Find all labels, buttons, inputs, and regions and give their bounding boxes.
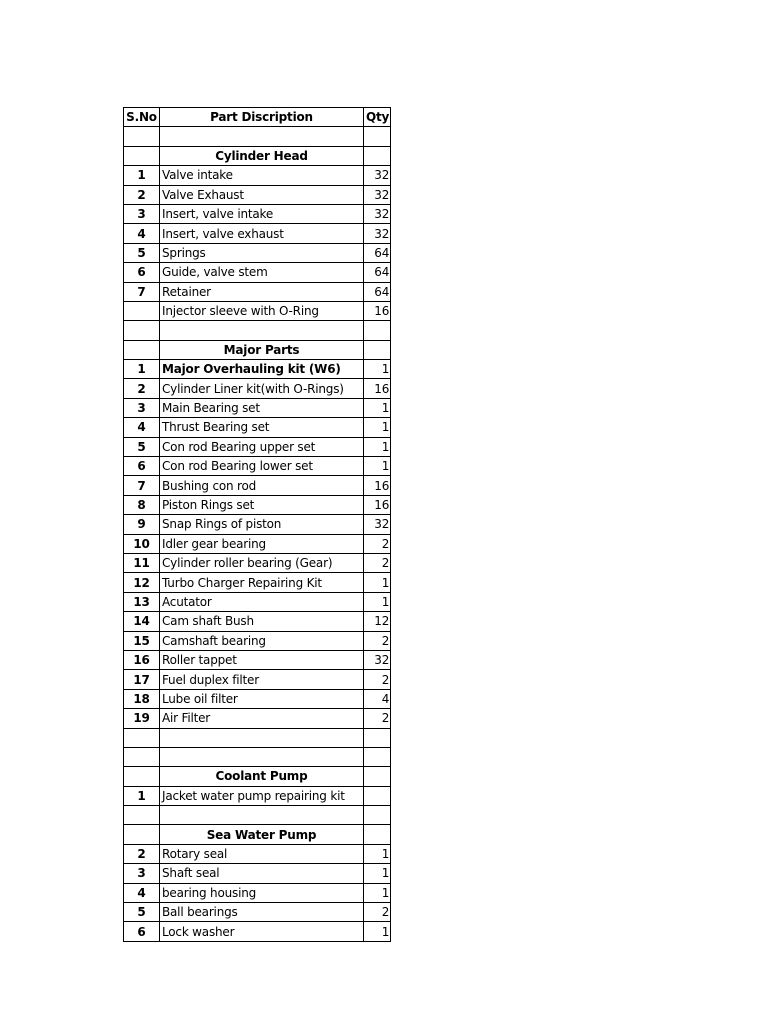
sno-cell: 6	[124, 263, 160, 282]
description-cell: Turbo Charger Repairing Kit	[160, 573, 364, 592]
sno-cell	[124, 747, 160, 766]
parts-table-body	[124, 108, 391, 942]
table-row	[124, 282, 391, 301]
sno-cell: 5	[124, 903, 160, 922]
header-sno: S.No	[124, 108, 160, 127]
qty-cell: 16	[364, 301, 391, 320]
description-cell: bearing housing	[160, 883, 364, 902]
parts-table	[123, 107, 391, 942]
qty-cell: 2	[364, 903, 391, 922]
qty-cell: 32	[364, 166, 391, 185]
section-title: Cylinder Head	[160, 146, 364, 165]
description-cell: Acutator	[160, 592, 364, 611]
description-cell: Lock washer	[160, 922, 364, 941]
table-row	[124, 903, 391, 922]
table-row	[124, 379, 391, 398]
qty-cell: 1	[364, 844, 391, 863]
table-row	[124, 650, 391, 669]
sno-cell: 6	[124, 457, 160, 476]
qty-cell: 32	[364, 650, 391, 669]
qty-cell: 1	[364, 418, 391, 437]
qty-cell	[364, 825, 391, 844]
description-cell: Shaft seal	[160, 864, 364, 883]
sno-cell: 2	[124, 185, 160, 204]
description-cell: Piston Rings set	[160, 495, 364, 514]
qty-cell: 1	[364, 573, 391, 592]
description-cell: Insert, valve intake	[160, 204, 364, 223]
table-row	[124, 204, 391, 223]
sno-cell: 17	[124, 670, 160, 689]
table-row	[124, 670, 391, 689]
sno-cell	[124, 340, 160, 359]
table-row	[124, 689, 391, 708]
description-cell: Thrust Bearing set	[160, 418, 364, 437]
sno-cell: 7	[124, 476, 160, 495]
sno-cell: 5	[124, 437, 160, 456]
sno-cell	[124, 767, 160, 786]
qty-cell	[364, 340, 391, 359]
blank-row	[124, 127, 391, 146]
table-row	[124, 515, 391, 534]
table-row	[124, 534, 391, 553]
table-row	[124, 709, 391, 728]
table-row	[124, 243, 391, 262]
table-row	[124, 263, 391, 282]
qty-cell	[364, 786, 391, 805]
qty-cell: 1	[364, 864, 391, 883]
qty-cell	[364, 321, 391, 340]
qty-cell: 32	[364, 224, 391, 243]
sno-cell: 15	[124, 631, 160, 650]
qty-cell: 1	[364, 922, 391, 941]
qty-cell: 32	[364, 185, 391, 204]
description-cell: Air Filter	[160, 709, 364, 728]
section-header-row	[124, 146, 391, 165]
sno-cell: 18	[124, 689, 160, 708]
qty-cell: 12	[364, 612, 391, 631]
table-row	[124, 883, 391, 902]
qty-cell	[364, 767, 391, 786]
qty-cell	[364, 146, 391, 165]
description-cell: Retainer	[160, 282, 364, 301]
description-cell	[160, 728, 364, 747]
section-header-row	[124, 340, 391, 359]
description-cell: Cam shaft Bush	[160, 612, 364, 631]
description-cell	[160, 747, 364, 766]
sno-cell: 3	[124, 864, 160, 883]
sno-cell: 1	[124, 786, 160, 805]
description-cell: Valve Exhaust	[160, 185, 364, 204]
sno-cell: 10	[124, 534, 160, 553]
description-cell: Valve intake	[160, 166, 364, 185]
description-cell: Roller tappet	[160, 650, 364, 669]
qty-cell: 2	[364, 670, 391, 689]
description-cell	[160, 127, 364, 146]
table-row	[124, 398, 391, 417]
qty-cell: 1	[364, 398, 391, 417]
sno-cell: 16	[124, 650, 160, 669]
sno-cell: 3	[124, 204, 160, 223]
description-cell: Con rod Bearing lower set	[160, 457, 364, 476]
qty-cell: 16	[364, 476, 391, 495]
sno-cell: 1	[124, 166, 160, 185]
description-cell: Fuel duplex filter	[160, 670, 364, 689]
table-row	[124, 553, 391, 572]
description-cell: Injector sleeve with O-Ring	[160, 301, 364, 320]
sno-cell: 19	[124, 709, 160, 728]
qty-cell: 2	[364, 709, 391, 728]
sno-cell: 7	[124, 282, 160, 301]
description-cell: Springs	[160, 243, 364, 262]
table-row	[124, 437, 391, 456]
table-row	[124, 457, 391, 476]
sno-cell	[124, 301, 160, 320]
description-cell: Snap Rings of piston	[160, 515, 364, 534]
sno-cell: 2	[124, 379, 160, 398]
table-row	[124, 786, 391, 805]
qty-cell: 1	[364, 457, 391, 476]
qty-cell: 1	[364, 437, 391, 456]
table-row	[124, 301, 391, 320]
section-header-row	[124, 767, 391, 786]
table-row	[124, 224, 391, 243]
table-row	[124, 922, 391, 941]
description-cell	[160, 321, 364, 340]
section-header-row	[124, 825, 391, 844]
sno-cell	[124, 146, 160, 165]
qty-cell: 4	[364, 689, 391, 708]
qty-cell: 64	[364, 243, 391, 262]
sno-cell: 8	[124, 495, 160, 514]
sno-cell	[124, 825, 160, 844]
table-row	[124, 495, 391, 514]
header-qty: Qty	[364, 108, 391, 127]
sno-cell: 5	[124, 243, 160, 262]
qty-cell: 2	[364, 553, 391, 572]
table-row	[124, 166, 391, 185]
table-row	[124, 631, 391, 650]
description-cell	[160, 806, 364, 825]
table-row	[124, 476, 391, 495]
sno-cell: 11	[124, 553, 160, 572]
description-cell: Bushing con rod	[160, 476, 364, 495]
blank-row	[124, 728, 391, 747]
qty-cell	[364, 747, 391, 766]
description-cell: Rotary seal	[160, 844, 364, 863]
description-cell: Ball bearings	[160, 903, 364, 922]
qty-cell: 1	[364, 592, 391, 611]
qty-cell: 64	[364, 282, 391, 301]
description-cell: Insert, valve exhaust	[160, 224, 364, 243]
table-row	[124, 844, 391, 863]
description-cell: Jacket water pump repairing kit	[160, 786, 364, 805]
table-row	[124, 360, 391, 379]
sno-cell: 4	[124, 224, 160, 243]
description-cell: Con rod Bearing upper set	[160, 437, 364, 456]
sno-cell	[124, 728, 160, 747]
description-cell: Lube oil filter	[160, 689, 364, 708]
sno-cell: 13	[124, 592, 160, 611]
blank-row	[124, 321, 391, 340]
qty-cell: 32	[364, 204, 391, 223]
header-part-description: Part Discription	[160, 108, 364, 127]
qty-cell: 2	[364, 631, 391, 650]
table-header-row	[124, 108, 391, 127]
description-cell: Guide, valve stem	[160, 263, 364, 282]
section-title: Sea Water Pump	[160, 825, 364, 844]
table-row	[124, 592, 391, 611]
sno-cell	[124, 127, 160, 146]
qty-cell	[364, 728, 391, 747]
sno-cell: 1	[124, 360, 160, 379]
description-cell: Main Bearing set	[160, 398, 364, 417]
sno-cell: 4	[124, 883, 160, 902]
sno-cell: 3	[124, 398, 160, 417]
sno-cell: 2	[124, 844, 160, 863]
table-row	[124, 864, 391, 883]
section-title: Major Parts	[160, 340, 364, 359]
qty-cell	[364, 127, 391, 146]
sno-cell	[124, 321, 160, 340]
table-row	[124, 612, 391, 631]
qty-cell: 1	[364, 360, 391, 379]
description-cell: Camshaft bearing	[160, 631, 364, 650]
sno-cell: 14	[124, 612, 160, 631]
table-row	[124, 573, 391, 592]
sno-cell	[124, 806, 160, 825]
sno-cell: 9	[124, 515, 160, 534]
qty-cell: 64	[364, 263, 391, 282]
sno-cell: 4	[124, 418, 160, 437]
sno-cell: 6	[124, 922, 160, 941]
description-cell: Major Overhauling kit (W6)	[160, 360, 364, 379]
qty-cell: 2	[364, 534, 391, 553]
qty-cell: 32	[364, 515, 391, 534]
blank-row	[124, 747, 391, 766]
qty-cell: 16	[364, 379, 391, 398]
qty-cell	[364, 806, 391, 825]
table-row	[124, 185, 391, 204]
table-row	[124, 418, 391, 437]
qty-cell: 16	[364, 495, 391, 514]
sno-cell: 12	[124, 573, 160, 592]
qty-cell: 1	[364, 883, 391, 902]
blank-row	[124, 806, 391, 825]
description-cell: Cylinder roller bearing (Gear)	[160, 553, 364, 572]
description-cell: Idler gear bearing	[160, 534, 364, 553]
description-cell: Cylinder Liner kit(with O-Rings)	[160, 379, 364, 398]
section-title: Coolant Pump	[160, 767, 364, 786]
